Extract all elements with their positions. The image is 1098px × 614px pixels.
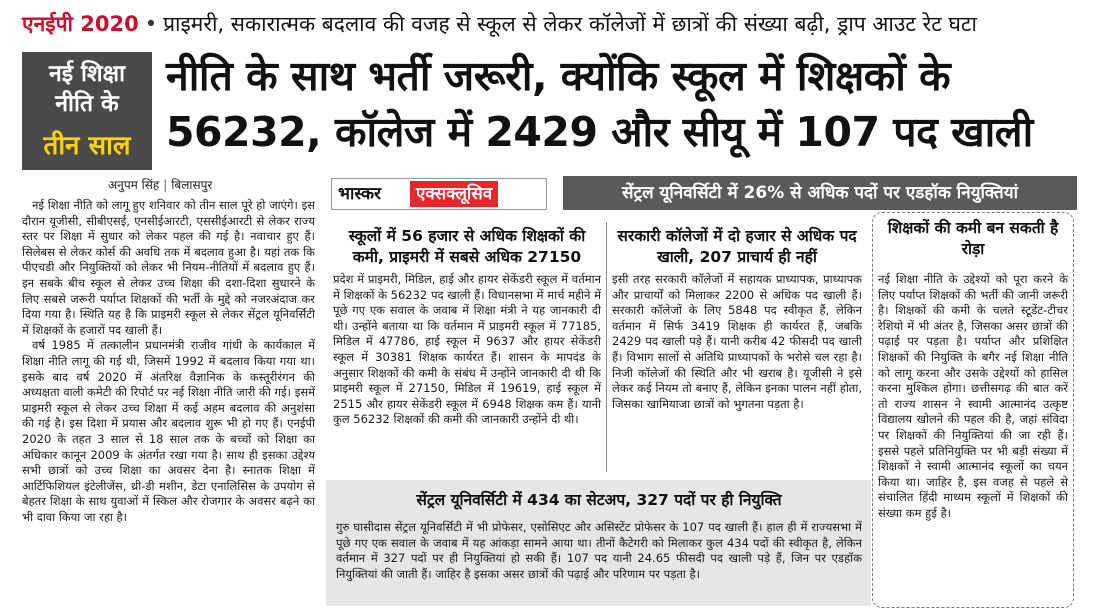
opinion-heading: शिक्षकों की कमी बन सकती है रोड़ा <box>887 219 1059 258</box>
column-divider <box>606 222 607 472</box>
colleges-subheading: सरकारी कॉलेजों में दो हजार से अधिक पद खाली, 207 प्राचार्य ही नहीं <box>617 227 857 266</box>
bullet: • <box>144 12 158 36</box>
main-headline: नीति के साथ भर्ती जरूरी, क्योंकि स्कूल में शिक्षकों के 56232, कॉलेज में 2429 और सीयू में 107 पद खाली <box>166 52 1033 156</box>
intro-column <box>22 198 315 606</box>
opinion-body: नई शिक्षा नीति के उद्देश्यों को पूरा करने के लिए पर्याप्त शिक्षकों की भर्ती की जानी जरूरी है। शिक्षकों की कमी के चलते स्टूडेंट-टीचर रेशियो में भी अंतर है, जिसका असर छात्रों की पढ़ाई पर पड़ता है। पर्याप्त और प्रशिक्षित शिक्षकों की नियुक्ति के बगैर नई शिक्षा नीति को लागू करना और उसके उद्देश्यों को हासिल करना मुश्किल होगा। छत्तीसगढ़ की बात करें तो राज्य शासन ने स्वामी आत्मानंद उत्कृष्ट विद्यालय खोलने की पहल की है, जहां संविदा पर शिक्षकों की नियुक्तियां की जा रही हैं। इससे पहले प्रतिनियुक्ति पर भी बड़ी संख्या में शिक्षकों ने स्वामी आत्मानंद स्कूलों का चयन किया था। जाहिर है, इस वजह से पहले से संचालित हिंदी माध्यम स्कूलों में शिक्षकों की संख्या कम हुई है। <box>878 272 1068 520</box>
university-column <box>336 520 862 604</box>
schools-body: प्रदेश में प्राइमरी, मिडिल, हाई और हायर सेकेंडरी स्कूल में वर्तमान में शिक्षकों के 56232 पद खाली हैं। विधानसभा में मार्च महीने में पूछे गए एक सवाल के जवाब में शिक्षा मंत्री ने यह जानकारी दी थी। उन्होंने बताया था कि वर्तमान में प्राइमरी स्कूल में 77185, मिडिल में 47786, हाई स्कूल में 9637 और हायर सेकेंडरी स्कूल में 30381 शिक्षक कार्यरत हैं। शासन के मापदंड के अनुसार शिक्षकों की कमी के संबंध में उन्होंने जानकारी दी थी कि प्राइमरी स्कूल में 27150, मिडिल में 19619, हाई स्कूल में 2515 और हायर सेकेंडरी स्कूल में 6948 शिक्षक कम हैं। यानी कुल 56232 शिक्षकों की कमी की जानकारी उन्होंने दी थी। <box>333 272 601 427</box>
university-heading: सेंट्रल यूनिवर्सिटी में 434 का सेटअप, 327 पदों पर ही नियुक्ति <box>416 491 782 509</box>
badge-line-2: नीति के <box>55 91 119 117</box>
badge-line-1: नई शिक्षा <box>48 61 126 87</box>
strapline-text: प्राइमरी, सकारात्मक बदलाव की वजह से स्कूल से लेकर कॉलेजों में छात्रों की संख्या बढ़ी, ड्राप आउट रेट घटा <box>163 12 977 36</box>
intro-paragraph-2: वर्ष 1985 में तत्कालीन प्रधानमंत्री राजीव गांधी के कार्यकाल में शिक्षा नीति लागू की गई थी, जिसमें 1992 में बदलाव किया गया था। इसके बाद वर्ष 2020 में अंतरिक्ष वैज्ञानिक के कस्तूरीरंगन की अध्यक्षता वाली कमेटी की रिपोर्ट पर नई शिक्षा नीति जारी की गई। इसमें प्राइमरी स्कूल से लेकर उच्च शिक्षा में कई अहम बदलाव की अनुशंसा की गई है। इस दिशा में प्रयास और बदलाव शुरू भी हो गए हैं। एनईपी 2020 के तहत 3 साल से 18 साल तक के बच्चों को शिक्षा का अधिकार कानून 2009 के अंतर्गत रखा गया है। साथ ही इसका उद्देश्य सभी छात्रों को उच्च शिक्षा का अवसर देना है। स्नातक शिक्षा में आर्टिफिशियल इंटेलीजेंस, थ्री-डी मशीन, डेटा एनालिसिस के उपयोग से बेहतर शिक्षा के साथ युवाओं में स्किल और रोजगार के अवसर बढ़ने का भी दावा किया जा रहा है। <box>22 338 315 524</box>
intro-paragraph-1: नई शिक्षा नीति को लागू हुए शनिवार को तीन साल पूरे हो जाएंगे। इस दौरान यूजीसी, सीबीएसई, एनसीईआरटी, एससीईआरटी से लेकर राज्य स्तर पर शिक्षा में सुधार को लेकर पहल की गई है। नवाचार हुए हैं। सिलेबस से लेकर कोर्स की अवधि तक में बदलाव हुआ है। यहां तक कि पीएचडी और नियुक्तियों को लेकर भी नियम-नीतियों में बदलाव हुए हैं। इन सबके बीच स्कूल से लेकर उच्च शिक्षा की दशा-दिशा सुधारने के लिए सबसे जरूरी पर्याप्त शिक्षकों की भर्ती के मुद्दे को नजरअंदाज कर दिया गया है। स्थिति यह है कि प्राइमरी स्कूल से लेकर सेंट्रल यूनिवर्सिटी में शिक्षकों के हजारों पद खाली हैं। <box>22 198 315 337</box>
byline-separator: | <box>163 178 168 192</box>
byline <box>108 176 212 193</box>
byline-author: अनुपम सिंह <box>108 178 160 192</box>
brand-exclusive-label: एक्सक्लूसिव <box>410 181 498 207</box>
nep-tag: एनईपी 2020 <box>22 12 139 36</box>
top-strapline <box>22 4 1082 44</box>
schools-subheading: स्कूलों में 56 हजार से अधिक शिक्षकों की कमी, प्राइमरी में सबसे अधिक 27150 <box>348 227 586 266</box>
badge-line-3: तीन साल <box>43 131 131 161</box>
section-banner: सेंट्रल यूनिवर्सिटी में 26% से अधिक पदों पर एडहॉक नियुक्तियां <box>563 176 1077 210</box>
byline-place: बिलासपुर <box>171 178 213 192</box>
bhaskar-exclusive-logo <box>331 178 547 210</box>
university-body: गुरु घासीदास सेंट्रल यूनिवर्सिटी में भी प्रोफेसर, एसोसिएट और असिस्टेंट प्रोफेसर के 107 पद खाली हैं। हाल ही में राज्यसभा में पूछे गए एक सवाल के जवाब में यह आंकड़ा सामने आया था। तीनों कैटेगरी को मिलाकर कुल 434 पदों की स्वीकृत है, लेकिन वर्तमान में 327 पदों पर ही नियुक्तियां हो सकी हैं। 107 पद यानी 24.65 फीसदी पद खाली पड़े हैं, जिन पर एडहॉक नियुक्तियां की जाती हैं। जाहिर है इसका असर छात्रों की पढ़ाई और परिणाम पर पड़ता है। <box>336 520 862 581</box>
colleges-column <box>612 272 862 470</box>
opinion-column <box>878 272 1068 602</box>
schools-column <box>333 272 601 470</box>
series-badge <box>22 52 152 170</box>
brand-name: भास्कर <box>338 184 381 204</box>
colleges-body: इसी तरह सरकारी कॉलेजों में सहायक प्राध्यापक, प्राध्यापक और प्राचार्यों को मिलाकर 2200 से अधिक पद खाली हैं। सरकारी कॉलेजों के लिए 5848 पद स्वीकृत हैं, लेकिन वर्तमान में सिर्फ 3419 शिक्षक ही कार्यरत हैं, जबकि 2429 पद खाली पड़े हैं। यानी करीब 42 फीसदी पद खाली हैं। विभाग सालों से अतिथि प्राध्यापकों के भरोसे चल रहा है। निजी कॉलेजों की स्थिति और भी खराब है। यूजीसी ने इसे लेकर कई नियम तो बनाए हैं, लेकिन इनका पालन नहीं होता, जिसका खामियाजा छात्रों को भुगतना पड़ता है। <box>612 272 862 411</box>
